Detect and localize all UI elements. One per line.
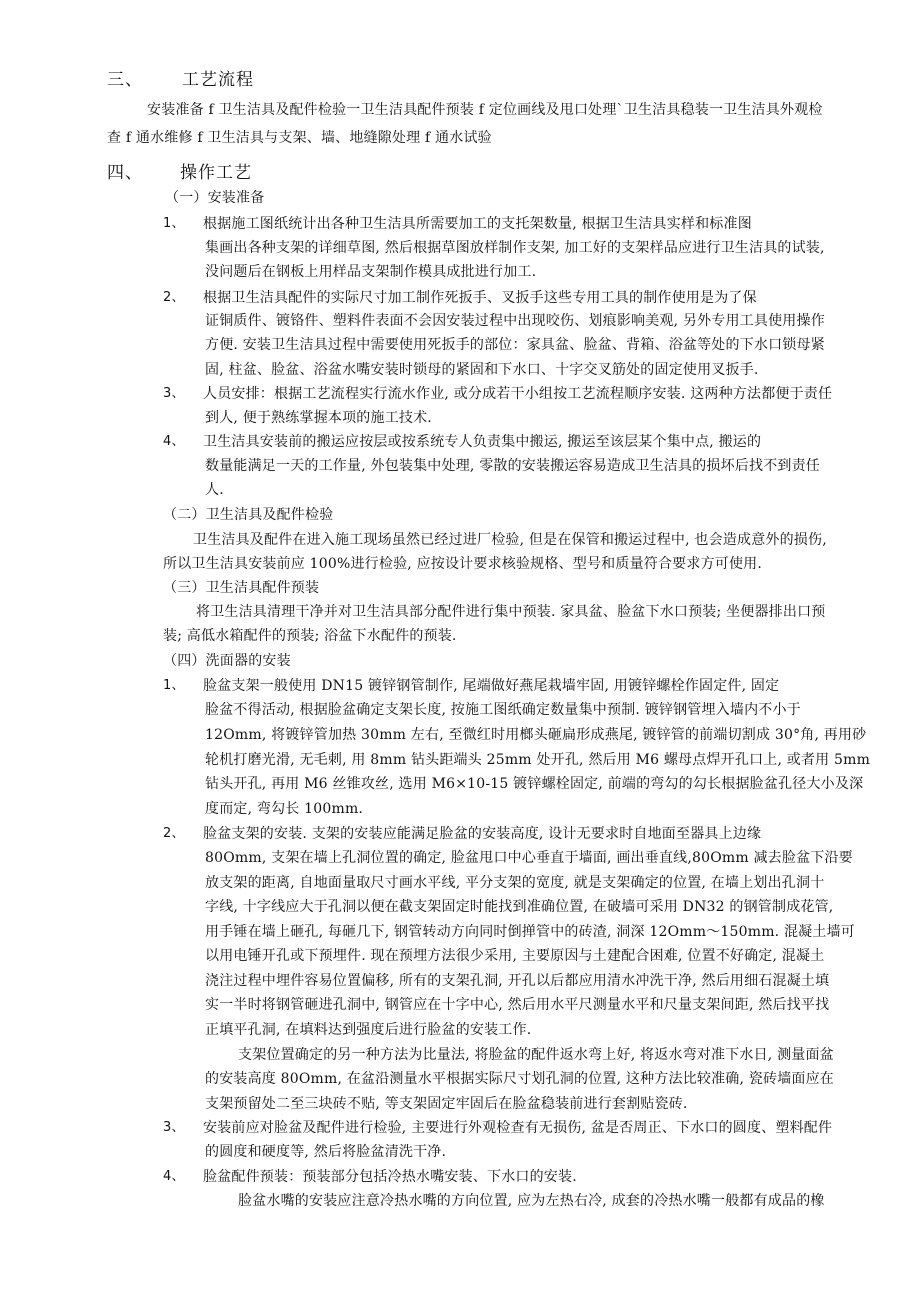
item-line: 脸盆配件预装：预装部分包括冷热水嘴安装、下水口的安装. [203, 1169, 577, 1185]
item-line: 集画出各种支架的详细草图, 然后根据草图放样制作支架, 加工好的支架样品应进行卫生洁具的试装, [205, 240, 825, 256]
item-line: 的圆度和硬度等, 然后将脸盆清洗干净. [205, 1144, 447, 1160]
item-line: 12Omm, 将镀锌管加热 30mm 左右, 至微红时用榔头砸扁形成燕尾, 镀锌管的前端切割成 30°角, 再用砂 [205, 727, 867, 743]
section-4-number: 四、 [107, 163, 143, 183]
item-line: 方便. 安装卫生洁具过程中需要使用死扳手的部位：家具盆、脸盆、背箱、浴盆等处的下水口锁母紧 [205, 337, 825, 353]
section-3-line: 安装准备 f 卫生洁具及配件检验一卫生洁具配件预装 f 定位画线及甩口处理`卫生洁具稳装一卫生洁具外观检 [147, 102, 823, 118]
paragraph-line: 支架预留处二至三块砖不贴, 等支架固定牢固后在脸盆稳装前进行套割贴瓷砖. [205, 1096, 688, 1112]
item-line: 没问题后在钢板上用样品支架制作模具成批进行加工. [205, 264, 537, 280]
paragraph-line: 支架位置确定的另一种方法为比量法, 将脸盆的配件返水弯上好, 将返水弯对准下水日, 测量面盆 [238, 1047, 834, 1063]
item-line: 用手锤在墙上砸孔, 每砸几下, 钢管转动方向同时倒掸管中的砖渣, 洞深 12Omm～150mm. 混凝土墙可 [205, 924, 855, 940]
paragraph-line: 脸盆水嘴的安装应注意冷热水嘴的方向位置, 应为左热右冷, 成套的冷热水嘴一般都有成品的橡 [238, 1193, 825, 1209]
paragraph-line: 装; 高低水箱配件的预装; 浴盆下水配件的预装. [163, 628, 457, 644]
item-line: 以用电锤开孔或下预埋件. 现在预埋方法很少采用, 主要原因与土建配合困难, 位置不好确定, 混凝土 [205, 948, 825, 964]
item-line: 实一半时将钢管砸进孔洞中, 钢管应在十字中心, 然后用水平尺测量水平和尺量支架间距, 然后找平找 [205, 997, 830, 1013]
subsection-heading: （一）安装准备 [165, 190, 265, 206]
item-line: 安装前应对脸盆及配件进行检验, 主要进行外观检查有无损伤, 盆是否周正、下水口的圆度、塑料配件 [203, 1120, 833, 1136]
subsection-heading: （四）洗面器的安装 [163, 653, 291, 669]
paragraph-line: 的安装高度 80Omm, 在盆沿测量水平根据实际尺寸划孔洞的位置, 这种方法比较准确, 瓷砖墙面应在 [205, 1071, 834, 1087]
paragraph-line: 卫生洁具及配件在进入施工现场虽然已经过进厂检验, 但是在保管和搬运过程中, 也会造成意外的损伤, [193, 532, 827, 548]
section-4-title: 操作工艺 [180, 163, 252, 183]
item-line: 脸盆不得活动, 根据脸盆确定支架长度, 按施工图纸确定数量集中预制. 镀锌钢管埋入墙内不小于 [205, 702, 801, 718]
item-number: 2、 [163, 290, 185, 305]
item-line: 固, 柱盆、脸盆、浴盆水嘴安装时锁母的紧固和下水口、十字交叉筋处的固定使用叉扳手. [205, 362, 759, 378]
item-number: 4、 [163, 434, 185, 449]
item-number: 4、 [163, 1169, 185, 1184]
item-line: 放支架的距离, 自地面量取尺寸画水平线, 平分支架的宽度, 就是支架确定的位置, 在墙上划出孔洞十 [205, 875, 825, 891]
item-line: 度而定, 弯勾长 100mm. [205, 801, 364, 817]
item-line: 脸盆支架一般使用 DN15 镀锌钢管制作, 尾端做好燕尾栽墙牢固, 用镀锌螺栓作固定件, 固定 [203, 678, 780, 694]
item-number: 1、 [163, 216, 185, 231]
item-line: 正填平孔洞, 在填料达到强度后进行脸盆的安装工作. [205, 1022, 532, 1038]
item-line: 浇注过程中埋件容易位置偏移, 所有的支架孔洞, 开孔以后都应用清水冲洗干净, 然后用细石混凝土填 [205, 973, 830, 989]
subsection-heading: （二）卫生洁具及配件检验 [163, 507, 334, 523]
section-3-number: 三、 [107, 70, 143, 90]
subsection-heading: （三）卫生洁具配件预装 [163, 580, 320, 596]
item-line: 人员安排：根据工艺流程实行流水作业, 或分成若干小组按工艺流程顺序安装. 这两种方法都便于责任 [203, 386, 833, 402]
paragraph-line: 所以卫生洁具安装前应 100%进行检验, 应按设计要求核验规格、型号和质量符合要求方可使用. [163, 556, 763, 572]
item-line: 80Omm, 支架在墙上孔洞位置的确定, 脸盆甩口中心垂直于墙面, 画出垂直线,80Omm 减去脸盆下沿要 [205, 850, 853, 866]
item-line: 到人, 便于熟练掌握本项的施工技术. [205, 410, 432, 426]
item-line: 字线, 十字线应大于孔洞以便在截支架固定时能找到准确位置, 在破墙可采用 DN32 的钢管制成花管, [205, 899, 834, 915]
item-number: 3、 [163, 386, 185, 401]
item-line: 钻头开孔, 再用 M6 丝锥攻丝, 选用 M6×10-15 镀锌螺栓固定, 前端的弯勾的勾长根据脸盆孔径大小及深 [205, 776, 864, 792]
item-line: 轮机打磨光滑, 无毛刺, 用 8mm 钻头距端头 25mm 处开孔, 然后用 M6 螺母点焊开孔口上, 或者用 5mm [205, 752, 871, 768]
item-line: 脸盆支架的安装. 支架的安装应能满足脸盆的安装高度, 设计无要求时自地面至器具上边缘 [203, 826, 762, 842]
item-line: 根据施工图纸统计出各种卫生洁具所需要加工的支托架数量, 根据卫生洁具实样和标准图 [203, 216, 752, 232]
item-line: 数量能满足一天的工作量, 外包装集中处理, 零散的安装搬运容易造成卫生洁具的损坏后找不到责任 [205, 458, 820, 474]
paragraph-line: 将卫生洁具清理干净并对卫生洁具部分配件进行集中预装. 家具盆、脸盆下水口预装; 坐便器排出口预 [196, 604, 826, 620]
item-line: 根据卫生洁具配件的实际尺寸加工制作死扳手、叉扳手这些专用工具的制作使用是为了保 [203, 290, 757, 306]
item-number: 2、 [163, 826, 185, 841]
section-3-title: 工艺流程 [182, 70, 254, 90]
section-3-line: 查 f 通水维修 f 卫生洁具与支架、墙、地缝隙处理 f 通水试验 [107, 130, 492, 146]
item-number: 1、 [163, 678, 185, 693]
item-number: 3、 [163, 1120, 185, 1135]
item-line: 卫生洁具安装前的搬运应按层或按系统专人负责集中搬运, 搬运至该层某个集中点, 搬运的 [203, 434, 762, 450]
item-line: 证铜质件、镀铬件、塑料件表面不会因安装过程中出现咬伤、划痕影响美观, 另外专用工具使用操作 [205, 313, 825, 329]
item-line: 人. [205, 482, 224, 498]
